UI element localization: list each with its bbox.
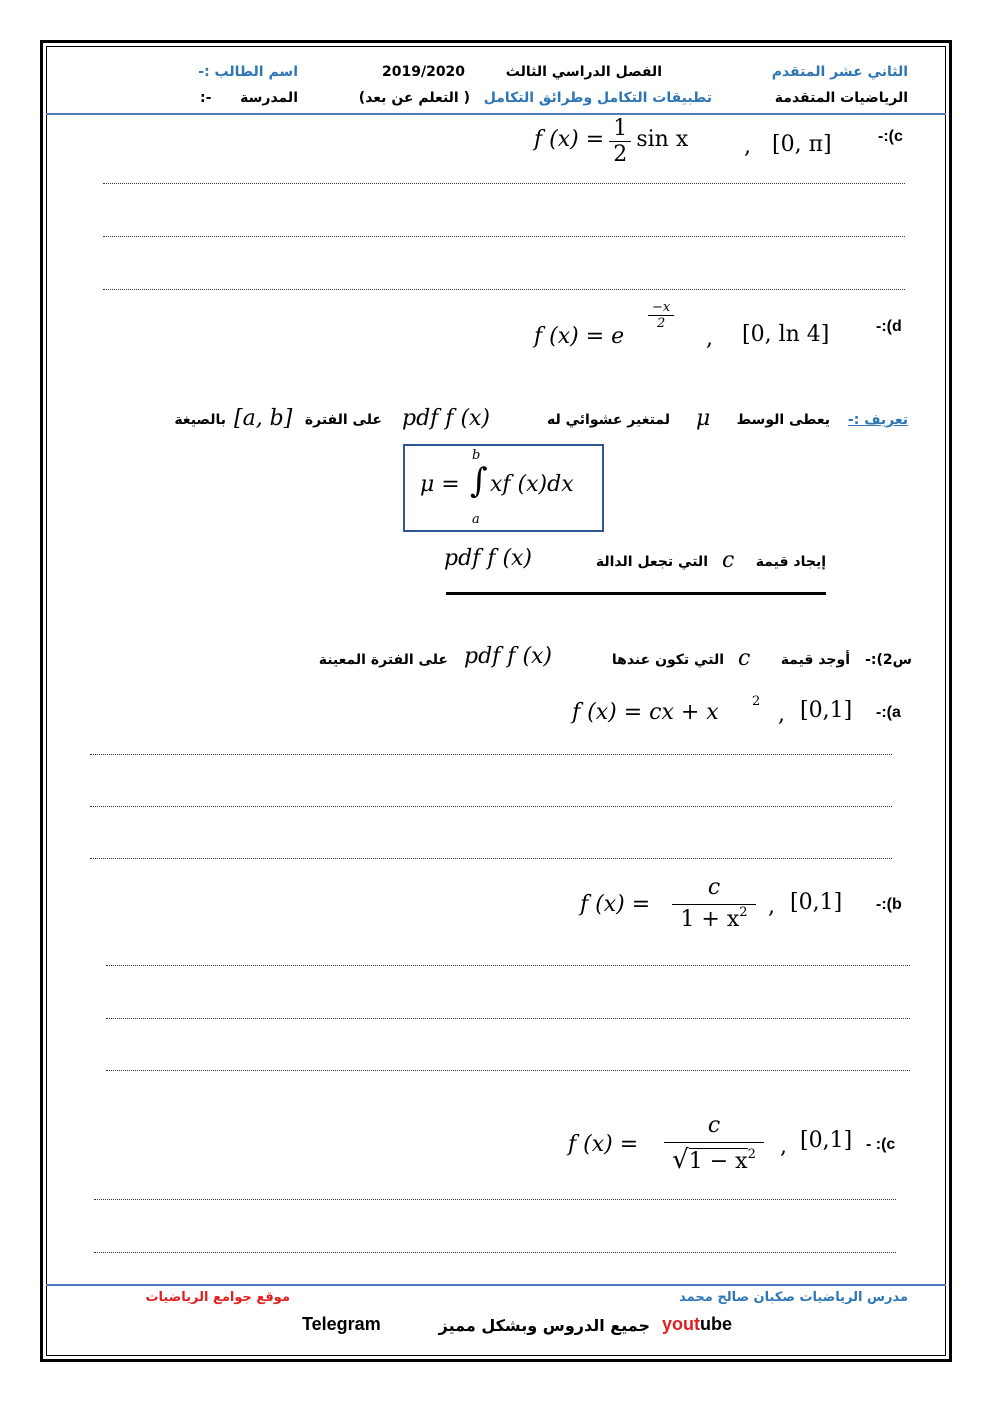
definition-title: تعريف :- — [847, 412, 908, 428]
q2-b-num: c — [672, 872, 756, 905]
q1-d-func: f (x) = e — [534, 324, 625, 349]
answer-line[interactable] — [106, 1070, 910, 1071]
q2-text-3: على الفترة المعينة — [318, 652, 448, 668]
definition-text-3: على الفترة — [304, 412, 382, 428]
formula-upper-limit: b — [472, 448, 481, 463]
q1-d-equation — [534, 324, 624, 349]
formula-lower-limit: a — [472, 512, 480, 527]
q2-a-func: f (x) = cx + x — [572, 700, 719, 725]
q2-c-fraction — [664, 1110, 764, 1182]
q1-c-frac-num: 1 — [609, 116, 631, 142]
footer-site: موقع جوامع الرياضيات — [145, 1290, 290, 1305]
integral-sign-icon: ∫ — [470, 461, 488, 501]
answer-line[interactable] — [106, 1018, 910, 1019]
definition-text-2: لمتغير عشوائي له — [547, 412, 670, 428]
header-year: 2019/2020 — [382, 64, 466, 80]
q2-a-interval: [0,1] — [800, 698, 853, 723]
answer-line[interactable] — [90, 858, 892, 859]
definition-mu: μ — [696, 406, 711, 431]
q2-c-den-exp: 2 — [747, 1147, 756, 1162]
q1-c-fraction — [609, 116, 631, 167]
answer-line[interactable] — [103, 236, 905, 237]
q1-c-lhs: f (x) = — [534, 127, 605, 152]
q2-c-label: - :(c — [866, 1136, 896, 1153]
definition-text-1: يعطى الوسط — [736, 412, 830, 428]
q1-c-equation — [534, 116, 688, 167]
header-remote: ( التعلم عن بعد) — [358, 90, 470, 106]
answer-line[interactable] — [94, 1252, 896, 1253]
definition-interval: [a, b] — [234, 406, 293, 431]
q1-d-interval: [0, ln 4] — [742, 322, 830, 347]
header-topic: تطبيقات التكامل وطرائق التكامل — [483, 90, 712, 106]
definition-pdf: pdf f (x) — [402, 406, 491, 431]
footer-lessons: جميع الدروس وبشكل مميز — [438, 1316, 650, 1335]
answer-line[interactable] — [90, 754, 892, 755]
q2-b-fraction — [672, 872, 756, 938]
q2-b-den: 1 + x — [680, 907, 740, 932]
definition-text-4: بالصيغة — [174, 412, 226, 428]
answer-line[interactable] — [106, 965, 910, 966]
header-divider — [46, 113, 946, 115]
q1-d-label: -:(d — [876, 318, 902, 335]
q2-b-comma: , — [768, 894, 775, 919]
q2-c-interval: [0,1] — [800, 1128, 853, 1153]
footer-youtube[interactable] — [662, 1314, 732, 1335]
q2-c-den: 1 − x — [688, 1149, 748, 1174]
header-grade: الثاني عشر المتقدم — [771, 64, 908, 80]
subheading-c: c — [722, 548, 735, 573]
subheading-pdf: pdf f (x) — [444, 546, 533, 571]
q2-prefix: س2):- — [865, 652, 912, 668]
q2-a-comma: , — [778, 702, 785, 727]
answer-line[interactable] — [103, 183, 905, 184]
youtube-black: ube — [700, 1314, 733, 1334]
q2-a-exp: 2 — [752, 694, 761, 709]
youtube-red: yout — [662, 1314, 700, 1334]
q1-d-exp-den: 2 — [656, 316, 666, 331]
answer-line[interactable] — [103, 289, 905, 290]
q2-text-2: التي تكون عندها — [611, 652, 724, 668]
q2-b-interval: [0,1] — [790, 890, 843, 915]
q2-c-num: c — [664, 1110, 764, 1143]
q1-c-frac-den: 2 — [613, 142, 628, 167]
q2-b-den-exp: 2 — [739, 905, 748, 920]
answer-line[interactable] — [94, 1199, 896, 1200]
subheading-text-1: إيجاد قيمة — [755, 554, 826, 570]
header-student-name: اسم الطالب :- — [198, 64, 298, 80]
q1-c-rhs: sin x — [636, 127, 689, 152]
footer-divider — [46, 1284, 946, 1286]
q2-pdf: pdf f (x) — [464, 644, 553, 669]
q1-c-comma: , — [744, 134, 751, 159]
footer-teacher: مدرس الرياضيات صكبان صالح محمد — [679, 1290, 908, 1305]
answer-line[interactable] — [90, 806, 892, 807]
q2-c-comma: , — [780, 1134, 787, 1159]
q1-d-exp-num: −x — [648, 300, 674, 316]
q1-d-exponent — [648, 300, 674, 331]
q1-c-label: -:(c — [878, 128, 903, 145]
q2-b-label: -:(b — [876, 896, 902, 913]
subheading-text-2: التي تجعل الدالة — [595, 554, 708, 570]
q1-d-comma: , — [706, 326, 713, 351]
q1-c-interval: [0, π] — [772, 132, 832, 157]
q2-text-1: أوجد قيمة — [780, 652, 850, 668]
header-school: المدرسة — [240, 90, 298, 106]
q2-b-lhs: f (x) = — [580, 892, 651, 917]
header-school-suffix: :- — [200, 90, 212, 106]
formula-body: xf (x)dx — [490, 472, 574, 497]
header-term: الفصل الدراسي الثالث — [505, 64, 662, 80]
formula-lhs: μ = — [420, 472, 460, 497]
subheading-underline — [446, 592, 826, 595]
q2-a-label: -:(a — [876, 704, 901, 721]
q2-c: c — [738, 646, 751, 671]
sqrt-sign-icon: √ — [672, 1145, 689, 1175]
footer-telegram[interactable]: Telegram — [302, 1314, 381, 1334]
q2-c-lhs: f (x) = — [568, 1132, 639, 1157]
header-subject: الرياضيات المتقدمة — [774, 90, 908, 106]
